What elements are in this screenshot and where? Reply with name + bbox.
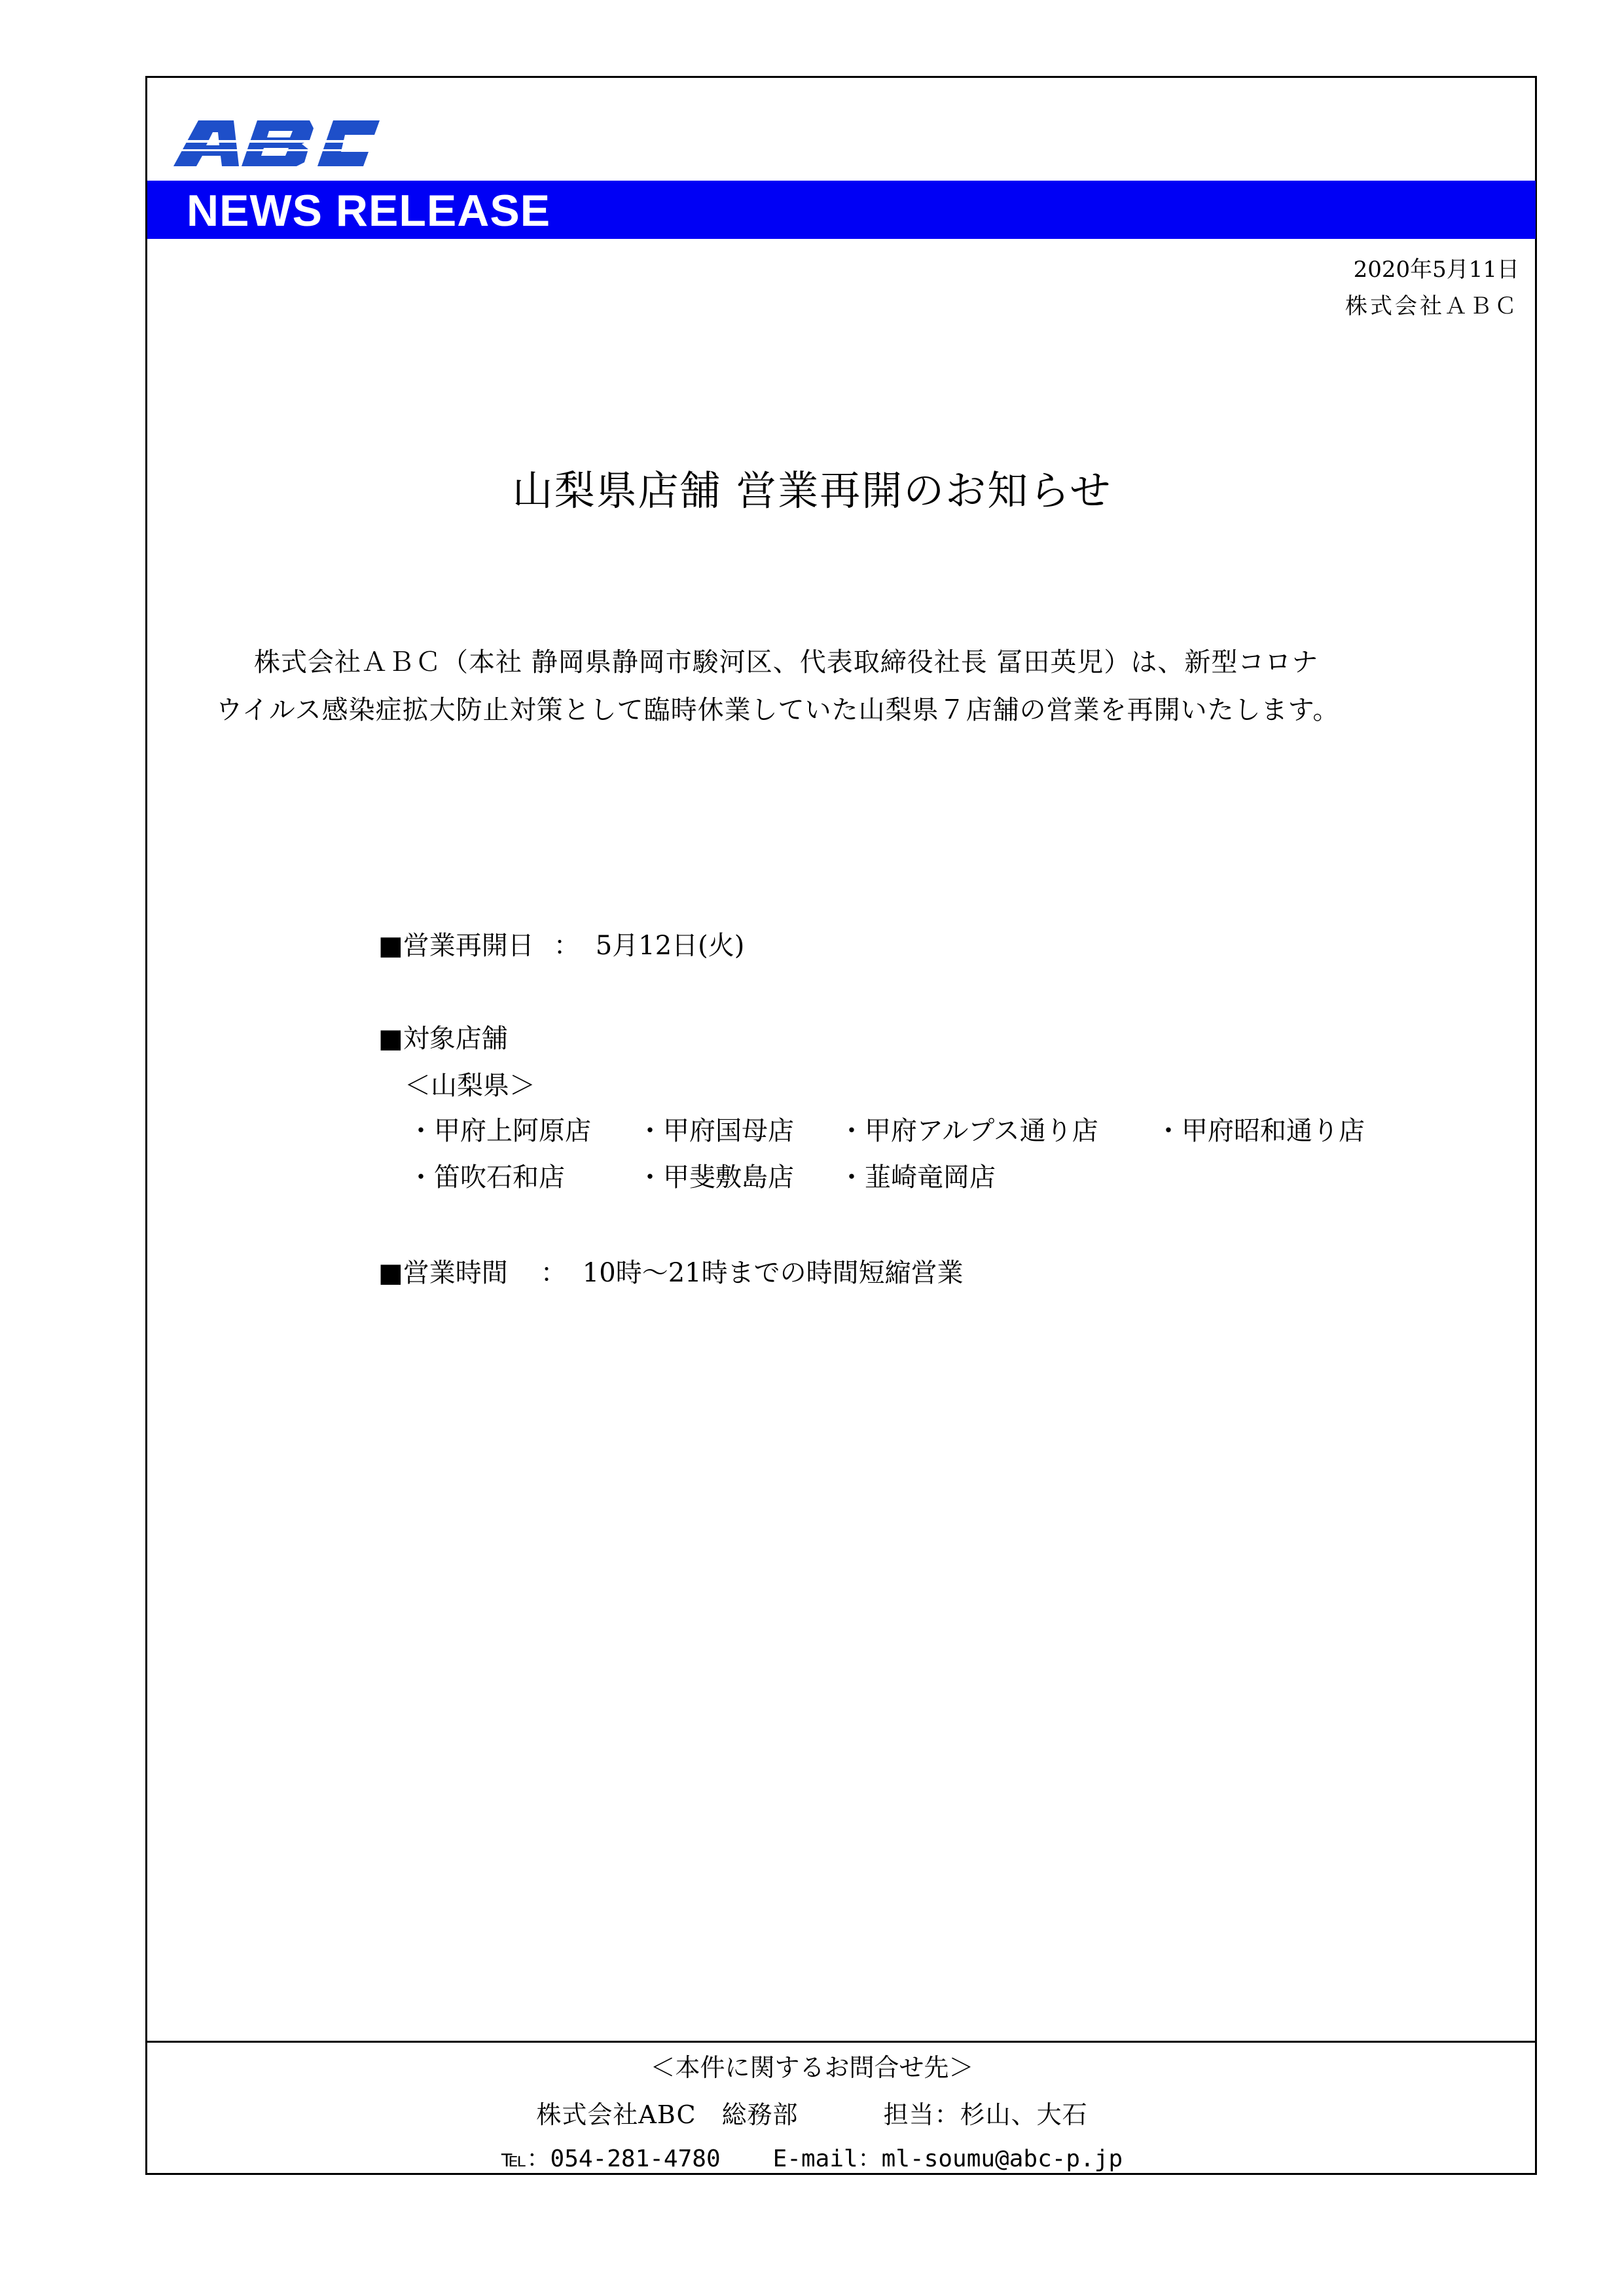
contact-heading: ＜本件に関するお問合せ先＞ xyxy=(650,2053,974,2082)
contact-dept-row xyxy=(0,2094,1624,2130)
abc-logo-icon xyxy=(173,117,380,169)
business-hours-separator: ： xyxy=(540,1258,567,1288)
business-hours-label: ■営業時間 xyxy=(378,1258,508,1288)
intro-line-1: 株式会社ＡＢＣ（本社 静岡県静岡市駿河区、代表取締役社長 冨田英児）は、新型コロナ xyxy=(254,647,1319,677)
contact-phone: ℡：054-281-4780 xyxy=(501,2145,721,2172)
store-item: ・甲斐敷島店 xyxy=(637,1162,794,1193)
store-item: ・笛吹石和店 xyxy=(408,1162,565,1193)
company-name: 株式会社ＡＢＣ xyxy=(1345,293,1519,319)
intro-line-2: ウイルス感染症拡大防止対策として臨時休業していた山梨県７店舗の営業を再開いたします。 xyxy=(216,695,1340,725)
store-item: ・甲府上阿原店 xyxy=(408,1116,591,1146)
business-hours-row xyxy=(378,1252,964,1289)
business-hours-value: 10時～21時までの時間短縮営業 xyxy=(582,1258,964,1288)
reopen-date-label: ■営業再開日 xyxy=(378,931,534,961)
contact-department: 株式会社ABC 総務部 xyxy=(536,2100,799,2129)
store-item: ・甲府国母店 xyxy=(637,1116,794,1146)
target-stores-label: ■対象店舗 xyxy=(378,1024,508,1054)
contact-email[interactable]: E-mail：ml-soumu@abc-p.jp xyxy=(772,2145,1123,2172)
footer-divider xyxy=(147,2041,1536,2043)
page-title: 山梨県店舗 営業再開のお知らせ xyxy=(512,467,1112,514)
abc-logo xyxy=(173,117,380,169)
store-item: ・甲府昭和通り店 xyxy=(1155,1116,1365,1146)
news-release-banner xyxy=(147,181,1536,239)
reopen-date-value: 5月12日(火) xyxy=(595,931,745,961)
banner-title: NEWS RELEASE xyxy=(187,186,551,236)
reopen-date-row xyxy=(378,925,744,962)
store-item: ・甲府アルプス通り店 xyxy=(839,1116,1098,1146)
prefecture-label: ＜山梨県＞ xyxy=(405,1071,535,1101)
store-item: ・韮崎竜岡店 xyxy=(839,1162,996,1193)
contact-tel-row xyxy=(0,2140,1624,2174)
release-date: 2020年5月11日 xyxy=(1353,257,1519,283)
contact-persons: 担当：杉山、大石 xyxy=(883,2100,1088,2129)
reopen-date-separator: ： xyxy=(553,931,580,961)
